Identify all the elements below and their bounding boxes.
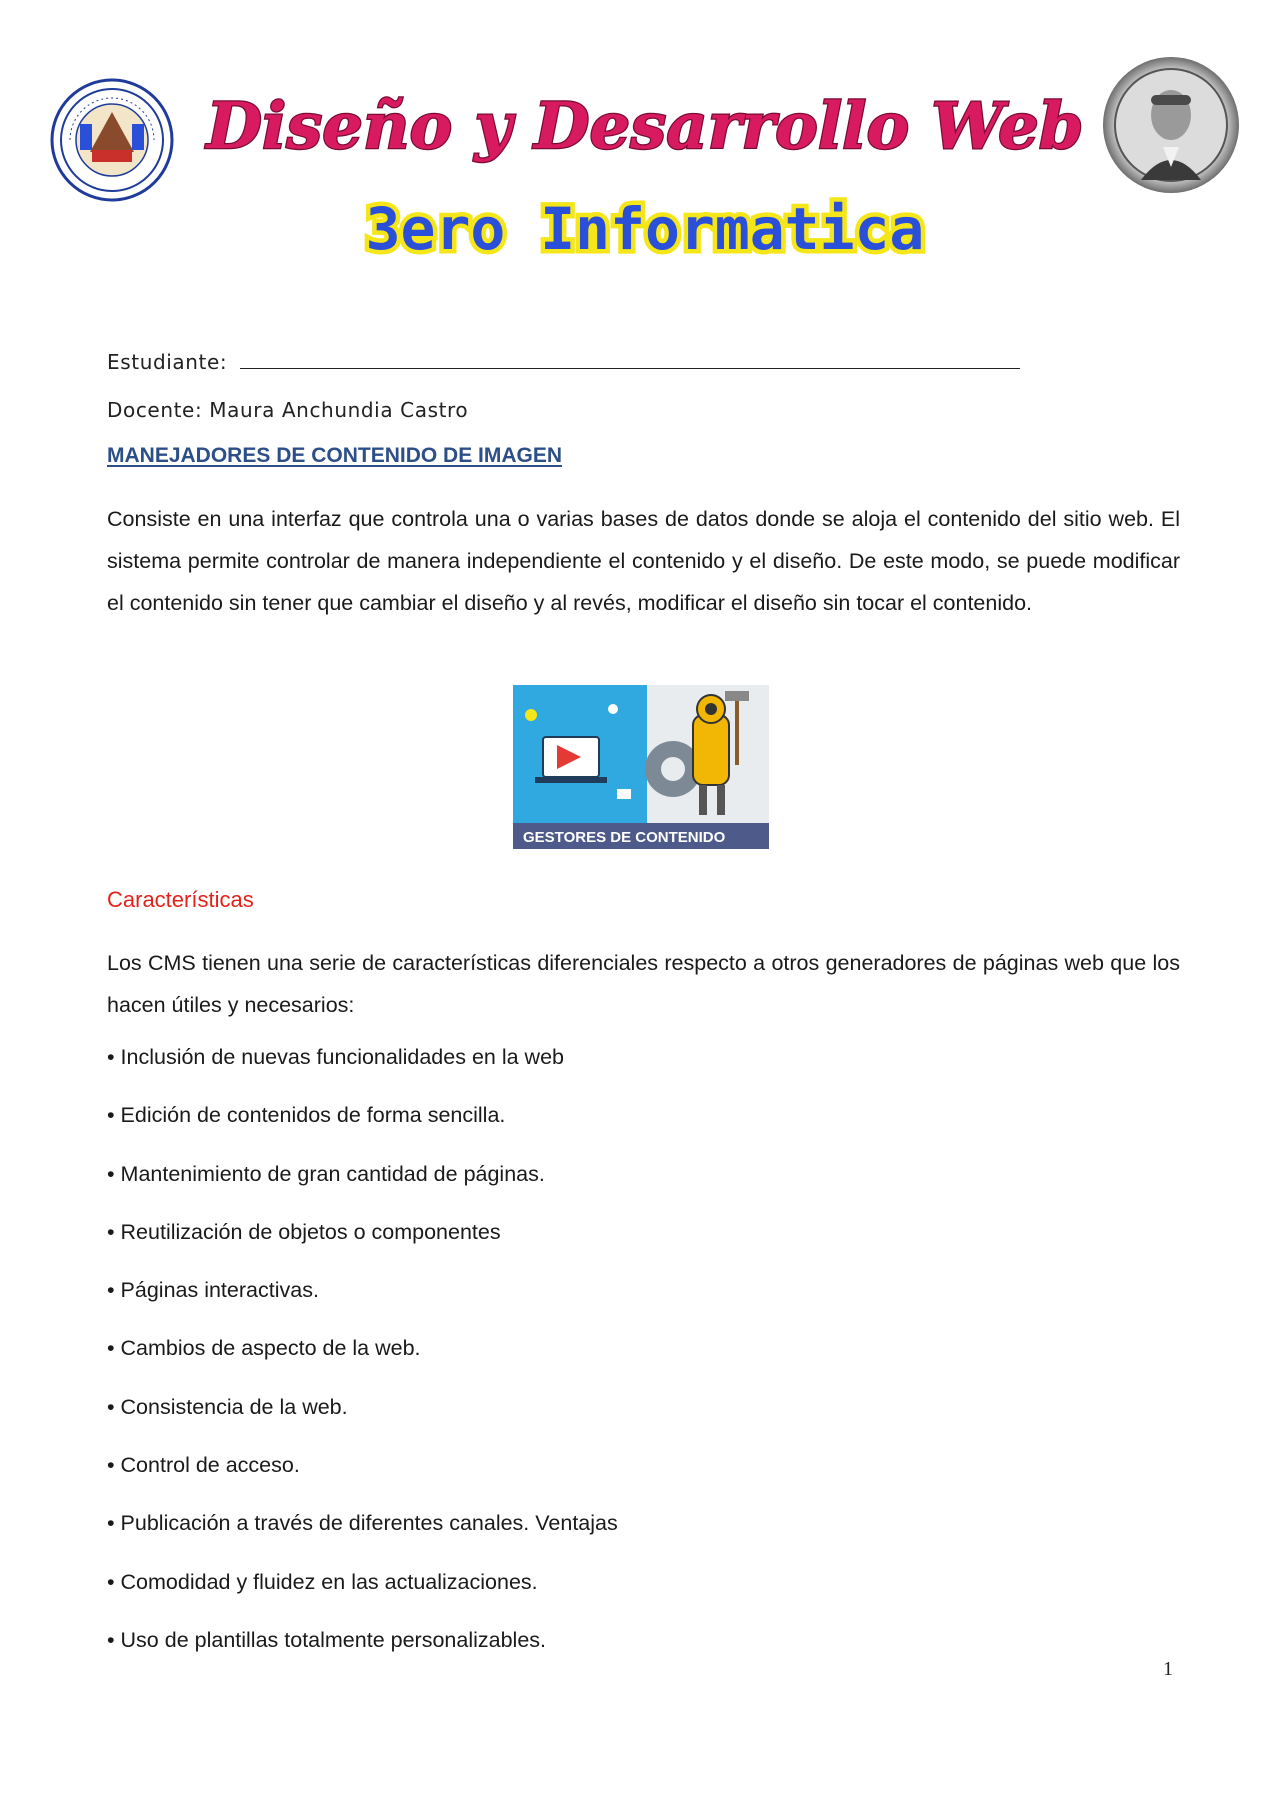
student-name-blank[interactable] (240, 350, 1020, 369)
list-item: • Páginas interactivas. (107, 1278, 319, 1303)
cms-illustration (513, 685, 769, 849)
list-item: • Consistencia de la web. (107, 1394, 348, 1419)
list-item: • Mantenimiento de gran cantidad de páginas. (107, 1161, 545, 1186)
course-title (206, 80, 1084, 170)
list-item: • Inclusión de nuevas funcionalidades en la web (107, 1045, 564, 1069)
student-label: Estudiante: (107, 350, 228, 374)
list-item: • Publicación a través de diferentes canales. Ventajas (107, 1511, 618, 1536)
school-seal-logo (50, 78, 174, 202)
cms-illustration-caption: GESTORES DE CONTENIDO (523, 829, 726, 846)
list-item: • Reutilización de objetos o componentes (107, 1219, 501, 1244)
teacher-name: Maura Anchundia Castro (209, 398, 469, 422)
list-item: • Comodidad y fluidez en las actualizaciones. (107, 1569, 538, 1594)
course-title-text: Diseño y Desarrollo Web (206, 89, 1084, 164)
features-heading: Características (107, 887, 254, 912)
features-list (107, 1042, 618, 1683)
list-item: • Uso de plantillas totalmente personalizables. (107, 1627, 546, 1652)
portrait-photo (1101, 55, 1241, 195)
teacher-field (107, 398, 468, 422)
page-number: 1 (1163, 1658, 1173, 1680)
list-item: • Control de acceso. (107, 1453, 300, 1478)
list-item: • Cambios de aspecto de la web. (107, 1336, 421, 1361)
course-subtitle-text: 3ero Informatica (365, 195, 925, 263)
teacher-label: Docente: (107, 398, 203, 422)
features-lead: Los CMS tienen una serie de características diferenciales respecto a otros generadores de páginas web que los hacen útiles y necesarios: (107, 951, 1180, 1017)
course-subtitle (335, 195, 955, 265)
intro-paragraph: Consiste en una interfaz que controla una o varias bases de datos donde se aloja el contenido del sitio web. El sistema permite controlar de manera independiente el contenido y el diseño. De este modo, se puede modificar el contenido sin tener que cambiar el diseño y al revés, modificar el diseño sin tocar el contenido. (107, 507, 1180, 615)
section-heading: MANEJADORES DE CONTENIDO DE IMAGEN (107, 444, 563, 467)
student-field[interactable] (107, 350, 1020, 374)
list-item: • Edición de contenidos de forma sencilla. (107, 1103, 506, 1128)
